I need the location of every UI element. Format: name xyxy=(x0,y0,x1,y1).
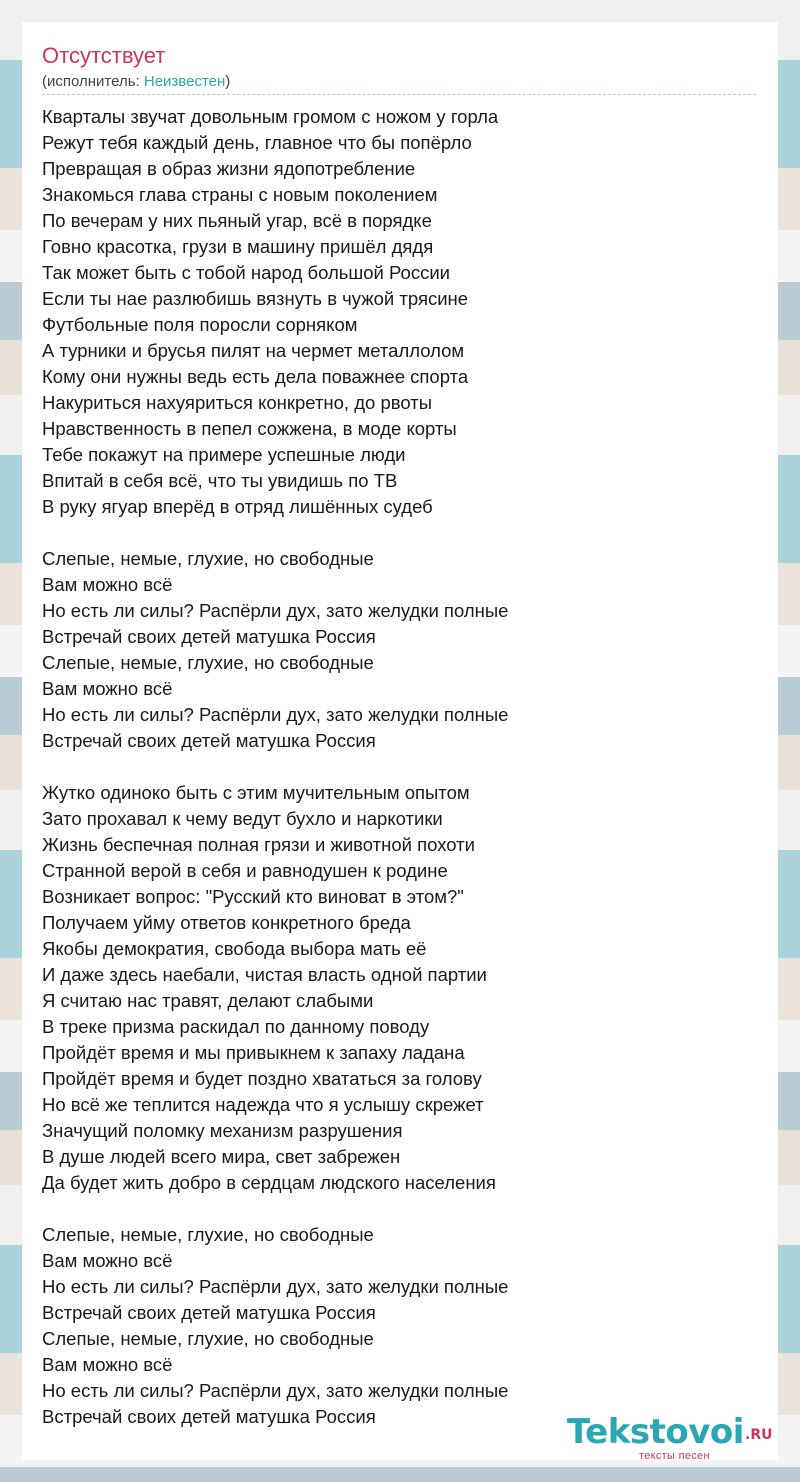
lyric-line: Кварталы звучат довольным громом с ножом у горла xyxy=(42,106,499,127)
lyric-line: Да будет жить добро в сердцам людского населения xyxy=(42,1172,496,1193)
lyric-line: Футбольные поля поросли сорняком xyxy=(42,314,358,335)
lyric-line: Но всё же теплится надежда что я услышу скрежет xyxy=(42,1094,484,1115)
lyric-line: Слепые, немые, глухие, но свободные xyxy=(42,548,374,569)
lyric-line: Говно красотка, грузи в машину пришёл дядя xyxy=(42,236,434,257)
artist-link[interactable]: Неизвестен xyxy=(143,73,226,90)
lyric-line: Слепые, немые, глухие, но свободные xyxy=(42,1328,374,1349)
lyric-line: Кому они нужны ведь есть дела поважнее спорта xyxy=(42,366,469,387)
lyrics-text xyxy=(42,104,756,1430)
lyric-line: По вечерам у них пьяный угар, всё в порядке xyxy=(42,210,432,231)
lyric-line: Возникает вопрос: "Русский кто виноват в этом?" xyxy=(42,886,464,907)
artist-suffix: ) xyxy=(225,73,231,90)
lyric-line: Пройдёт время и мы привыкнем к запаху ладана xyxy=(42,1042,465,1063)
lyric-line: В душе людей всего мира, свет забрежен xyxy=(42,1146,401,1167)
logo-wordmark: Tekstovoi xyxy=(567,1412,744,1452)
lyric-line: Встречай своих детей матушка Россия xyxy=(42,730,376,751)
lyrics-card xyxy=(22,22,778,1460)
lyric-line: Вам можно всё xyxy=(42,574,173,595)
lyric-line: Вам можно всё xyxy=(42,1354,173,1375)
lyric-line: Значущий поломку механизм разрушения xyxy=(42,1120,403,1141)
lyric-line: Встречай своих детей матушка Россия xyxy=(42,1406,376,1427)
lyric-line: Якобы демократия, свобода выбора мать её xyxy=(42,938,427,959)
lyric-line: Тебе покажут на примере успешные люди xyxy=(42,444,406,465)
lyric-line: Встречай своих детей матушка Россия xyxy=(42,1302,376,1323)
lyric-line: Странной верой в себя и равнодушен к родине xyxy=(42,860,448,881)
lyric-line: Вам можно всё xyxy=(42,678,173,699)
lyric-line: В треке призма раскидал по данному поводу xyxy=(42,1016,430,1037)
lyric-line: Впитай в себя всё, что ты увидишь по ТВ xyxy=(42,470,398,491)
artist-line xyxy=(42,72,230,92)
lyric-line: Так может быть с тобой народ большой России xyxy=(42,262,451,283)
lyric-line: А турники и брусья пилят на чермет металлолом xyxy=(42,340,465,361)
lyric-line: Получаем уйму ответов конкретного бреда xyxy=(42,912,411,933)
logo-tagline: тексты песен xyxy=(639,1450,710,1462)
lyric-line: Превращая в образ жизни ядопотребление xyxy=(42,158,416,179)
site-logo[interactable] xyxy=(567,1412,777,1460)
lyric-line: Режут тебя каждый день, главное что бы попёрло xyxy=(42,132,472,153)
lyric-blank-line xyxy=(42,754,756,780)
lyric-line: Знакомься глава страны с новым поколением xyxy=(42,184,438,205)
lyric-line: Жутко одиноко быть с этим мучительным опытом xyxy=(42,782,470,803)
lyric-line: Но есть ли силы? Распёрли дух, зато желудки полные xyxy=(42,1380,509,1401)
lyric-line: В руку ягуар вперёд в отряд лишённых судеб xyxy=(42,496,433,517)
lyric-line: Жизнь беспечная полная грязи и животной похоти xyxy=(42,834,475,855)
lyric-line: Встречай своих детей матушка Россия xyxy=(42,626,376,647)
lyric-line: И даже здесь наебали, чистая власть одной партии xyxy=(42,964,487,985)
song-title: Отсутствует xyxy=(42,43,166,68)
lyric-line: Пройдёт время и будет поздно хвататься за голову xyxy=(42,1068,482,1089)
lyric-line: Нравственность в пепел сожжена, в моде корты xyxy=(42,418,457,439)
lyric-line: Но есть ли силы? Распёрли дух, зато желудки полные xyxy=(42,600,509,621)
lyric-line: Слепые, немые, глухие, но свободные xyxy=(42,652,374,673)
lyric-blank-line xyxy=(42,520,756,546)
lyric-line: Вам можно всё xyxy=(42,1250,173,1271)
lyric-line: Слепые, немые, глухие, но свободные xyxy=(42,1224,374,1245)
logo-tld: .RU xyxy=(745,1427,773,1443)
dashed-divider xyxy=(42,94,756,95)
lyric-line: Если ты нае разлюбишь вязнуть в чужой трясине xyxy=(42,288,469,309)
lyric-line: Зато прохавал к чему ведут бухло и наркотики xyxy=(42,808,443,829)
lyric-line: Накуриться нахуяриться конкретно, до рвоты xyxy=(42,392,432,413)
lyric-line: Но есть ли силы? Распёрли дух, зато желудки полные xyxy=(42,704,509,725)
artist-prefix: (исполнитель: xyxy=(42,73,144,90)
lyric-line: Но есть ли силы? Распёрли дух, зато желудки полные xyxy=(42,1276,509,1297)
lyric-line: Я считаю нас травят, делают слабыми xyxy=(42,990,374,1011)
lyric-blank-line xyxy=(42,1196,756,1222)
